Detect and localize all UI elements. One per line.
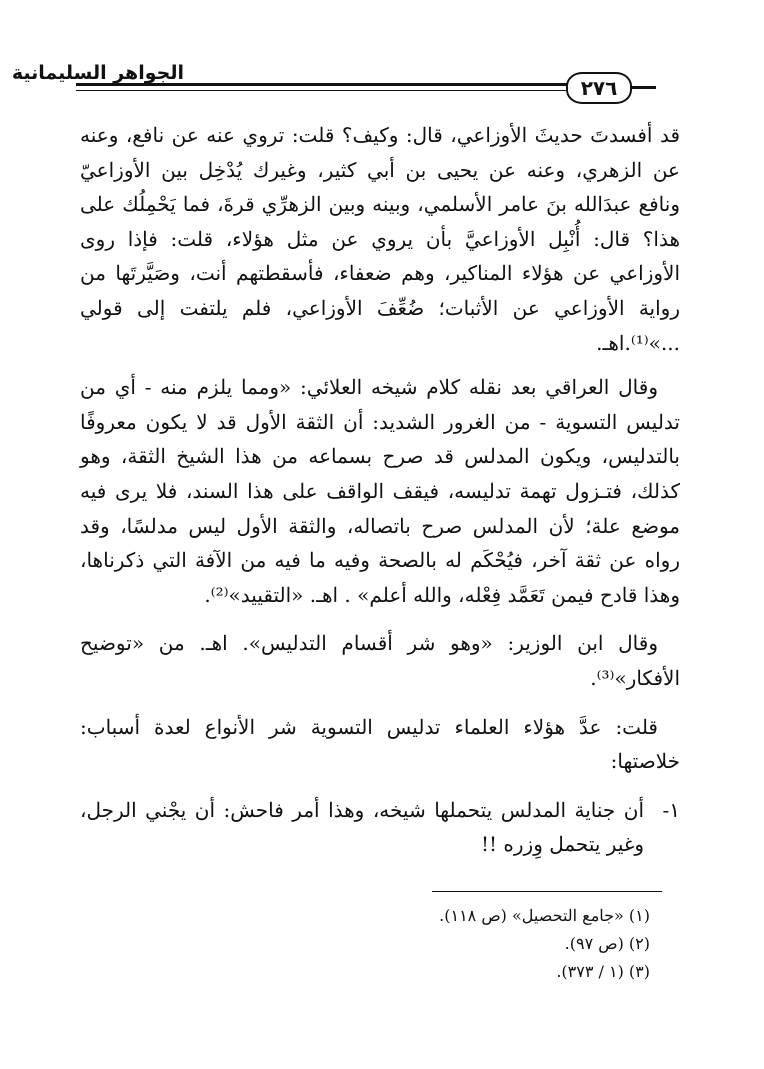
footnotes [439,902,650,986]
list-item-number: ١- [662,797,680,822]
page-body [80,118,680,876]
paragraph-4: قلت: عدَّ هؤلاء العلماء تدليس التسوية شر الأنواع لعدة أسباب: خلاصتها: [80,714,680,774]
list-item [80,793,680,862]
header-rule-right [630,86,656,89]
footnote-separator [432,891,662,892]
paragraph-2: وقال العراقي بعد نقله كلام شيخه العلائي: «ومما يلزم منه - أي من تدليس التسوية - من الغرور الشديد: أن الثقة الأول قد لا يكون معروفًا بالتدليس، ويكون المدلس قد صرح بسماعه من هذا الشيخ الثقة، وهو كذلك، فتـزول تهمة تدليسه، فيقف الواقف على هذا السند، فلا يرى فيه موضع علة؛ لأن المدلس صرح باتصاله، والثقة الأول ليس مدلسًا، وقد رواه عن ثقة آخر، فيُحْكَم له بالصحة وفيه ما فيه من الآفة التي ذكرناها، وهذا قادح فيمن تَعَمَّد فِعْله، والله أعلم» . اهـ. «التقييد»⁽²⁾. [80,375,680,607]
header-rule-thin [76,90,568,91]
header-rule [76,83,568,86]
paragraph-3: وقال ابن الوزير: «وهو شر أقسام التدليس». اهـ. من «توضيح الأفكار»⁽³⁾. [80,631,680,690]
page-number: ٢٧٦ [580,76,618,100]
footnote-1: (١) «جامع التحصيل» (ص ١١٨). [439,906,650,925]
page-number-badge [566,72,632,104]
footnote-2: (٢) (ص ٩٧). [564,934,650,953]
list-item-text: أن جناية المدلس يتحملها شيخه، وهذا أمر فاحش: أن يجْني الرجل، وغير يتحمل وِزره !! [80,797,644,857]
paragraph-1: قد أفسدتَ حديثَ الأوزاعي، قال: وكيف؟ قلت: تروي عنه عن نافع، وعنه عن الزهري، وعنه عن يحيى بن أبي كثير، وغيرك يُدْخِل بين الأوزاعيّ ونافع عبدَالله بنَ عامر الأسلمي، وبينه وبين الزهرِّي قرةَ، فما يَحْمِلُك على هذا؟ قال: أُنْبِل الأوزاعيَّ بأن يروي عن مثل هؤلاء، قلت: فإذا روى الأوزاعي عن هؤلاء المناكير، وهم ضعفاء، فأسقطتهم أنت، وصَيَّرتَها من رواية الأوزاعي عن الأثبات؛ ضُعِّفَ الأوزاعي، فلم يلتفت إلى قولي ...»⁽¹⁾.اهـ. [80,123,680,355]
footnote-3: (٣) (١ / ٣٧٣). [556,962,650,981]
running-header-title: الجواهر السليمانية [11,62,184,84]
